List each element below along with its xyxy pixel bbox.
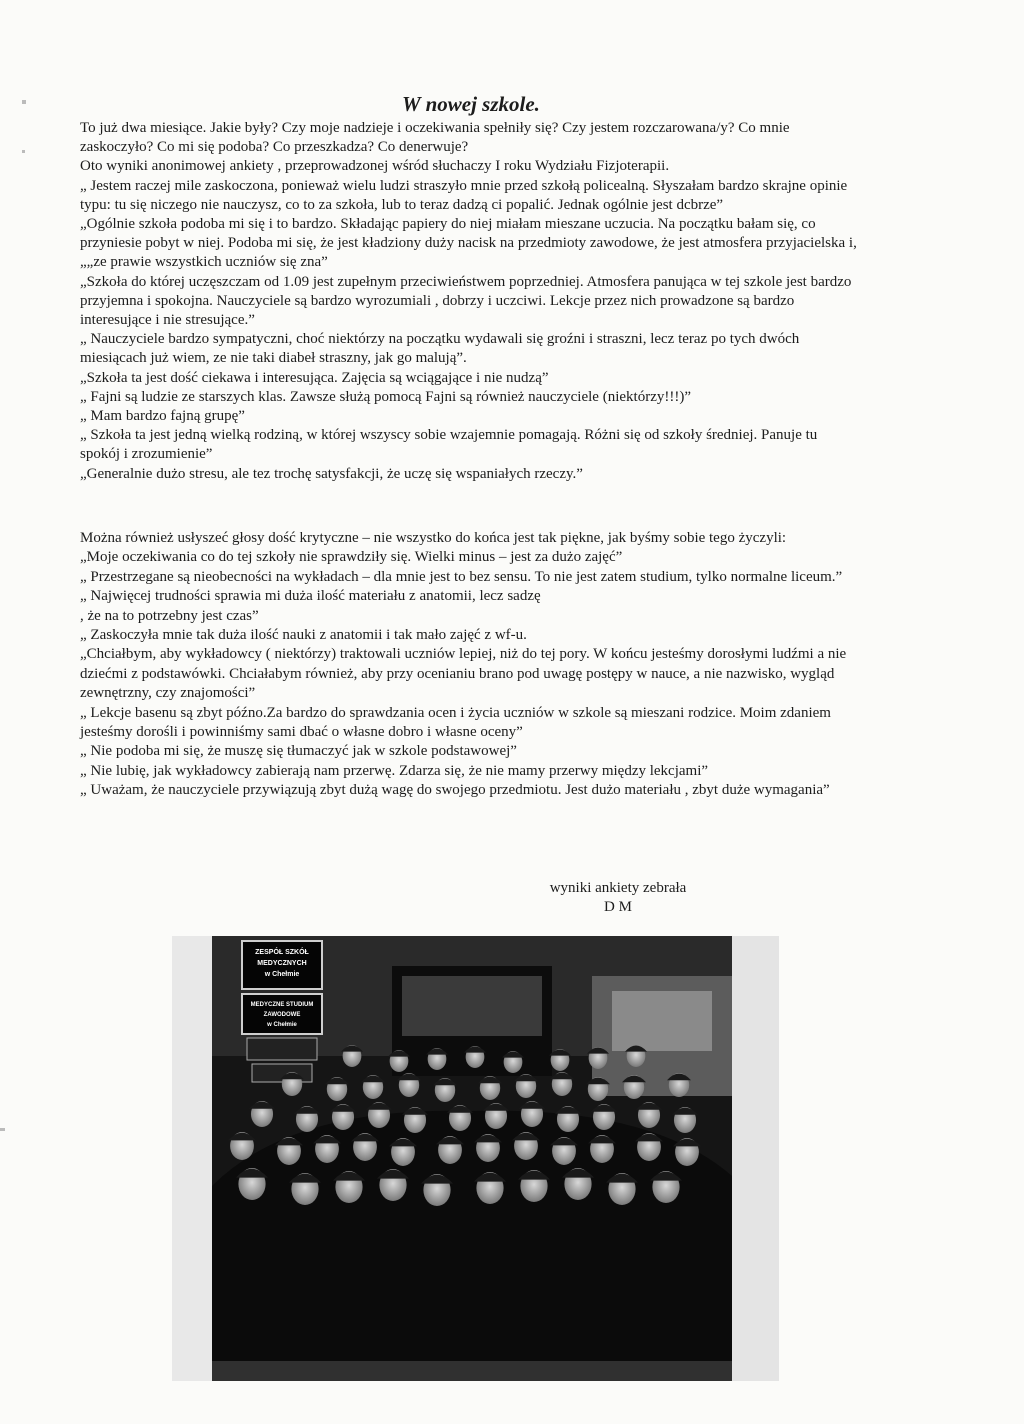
sign-text: ZESPÓŁ SZKÓŁ — [255, 949, 309, 956]
quote-paragraph: „ Fajni są ludzie ze starszych klas. Zawsze służą pomocą Fajni są również nauczyciele (niektórzy!!!)” — [80, 388, 691, 405]
paragraph: To już dwa miesiące. Jakie były? Czy moje nadzieje i oczekiwania spełniły się? Czy jestem rozczarowana/y? Co mnie zaskoczyło? Co mi się podoba? Co przeszkadza? Co denerwuje? — [80, 120, 790, 156]
group-photo — [172, 936, 779, 1381]
scan-artifact — [22, 150, 25, 153]
quote-paragraph: , że na to potrzebny jest czas” — [80, 607, 259, 624]
quote-paragraph: „ Nie podoba mi się, że muszę się tłumaczyć jak w szkole podstawowej” — [80, 743, 517, 760]
sign-text: MEDYCZNE STUDIUM — [250, 1002, 314, 1008]
quote-paragraph: „ Przestrzegane są nieobecności na wykładach – dla mnie jest to bez sensu. To nie jest zatem studium, tylko normalne liceum.” — [80, 568, 843, 585]
group-photo-image — [172, 936, 779, 1381]
quote-paragraph: „ Uważam, że nauczyciele przywiązują zbyt dużą wagę do swojego przedmiotu. Jest dużo materiału , zbyt duże wymagania” — [80, 782, 830, 799]
quote-paragraph: „Chciałbym, aby wykładowcy ( niektórzy) traktowali uczniów lepiej, niż do tej pory. W końcu jesteśmy dorosłymi ludźmi a nie dziećmi z podstawówki. Chciałabym również, aby przy ocenianiu brano pod uwagę postępy w nauce, a nie nazwisko, wygląd zewnętrzny, czy znajomości” — [80, 646, 847, 702]
paragraph: Można również usłyszeć głosy dość krytyczne – nie wszystko do końca jest tak piękne, jak byśmy sobie tego życzyli: — [80, 530, 787, 546]
sign-text: ZAWODOWE — [263, 1012, 301, 1018]
quote-paragraph: „Szkoła ta jest dość ciekawa i interesująca. Zajęcia są wciągające i nie nudzą” — [80, 369, 549, 386]
quote-paragraph: „Szkoła do której uczęszczam od 1.09 jest zupełnym przeciwieństwem poprzedniej. Atmosfera panująca w tej szkole jest bardzo przyjemna i spokojna. Nauczyciele są bardzo wyrozumiali , dobrzy i uczciwi. Lekcje przez nich prowadzone są bardzo interesujące i nie stresujące.” — [80, 273, 852, 329]
quote-paragraph: „ Mam bardzo fajną grupę” — [80, 408, 245, 425]
quote-paragraph: „ Nie lubię, jak wykładowcy zabierają nam przerwę. Zdarza się, że nie mamy przerwy między lekcjami” — [80, 762, 709, 779]
quote-paragraph: „ Nauczyciele bardzo sympatyczni, choć niektórzy na początku wydawali się groźni i straszni, lecz teraz po tych dwóch miesiącach już wiem, ze nie taki diabeł straszny, jak go malują”. — [80, 331, 800, 367]
sign-text: w Chełmie — [264, 971, 300, 978]
quote-paragraph: „Moje oczekiwania co do tej szkoły nie sprawdziły się. Wielki minus – jest za dużo zajęć” — [80, 549, 623, 566]
page-title: W nowej szkole. — [402, 92, 540, 116]
sign-text: MEDYCZNYCH — [257, 960, 307, 967]
quote-paragraph: „ Zaskoczyła mnie tak duża ilość nauki z anatomii i tak mało zajęć z wf-u. — [80, 627, 527, 644]
survey-critical-section — [80, 529, 860, 801]
sign-text: w Chełmie — [267, 1022, 297, 1028]
signature-line: wyniki ankiety zebrała — [549, 880, 687, 896]
quote-paragraph: „ Lekcje basenu są zbyt późno.Za bardzo do sprawdzania ocen i życia uczniów w szkole są mieszani rodzice. Moim zdaniem jesteśmy dorośli i powinniśmy sami dbać o własne dobro i własne oceny” — [80, 704, 831, 741]
quote-paragraph: „ Szkoła ta jest jedną wielką rodziną, w której wszyscy sobie wzajemnie pomagają. Różni się od szkoły średniej. Panuje tu spokój i zrozumienie” — [80, 427, 818, 463]
quote-paragraph: „ Jestem raczej mile zaskoczona, ponieważ wielu ludzi straszyło mnie przed szkołą policealną. Słyszałam bardzo skrajne opinie typu: tu się niczego nie nauczysz, co to za szkoła, lub to teraz dadzą ci popalić. Jednak ogólnie jest dcbrze” — [80, 177, 848, 213]
quote-paragraph: „Ogólnie szkoła podoba mi się i to bardzo. Składając papiery do niej miałam mieszane uczucia. Na początku bałam się, co przyniesie pobyt w niej. Podoba mi się, że jest kładziony duży nacisk na przedmioty zawodowe, że jest atmosfera przyjacielska i, „„ze prawie wszystkich uczniów się zna” — [80, 216, 857, 271]
quote-paragraph: „ Najwięcej trudności sprawia mi duża ilość materiału z anatomii, lecz sadzę — [80, 588, 541, 605]
survey-positive-section — [80, 119, 860, 484]
signature-initials: D M — [604, 899, 632, 915]
scan-artifact — [22, 100, 26, 104]
paragraph: Oto wyniki anonimowej ankiety , przeprowadzonej wśród słuchaczy I roku Wydziału Fizjoterapii. — [80, 158, 670, 175]
signature — [532, 879, 704, 917]
scan-artifact — [0, 1128, 5, 1131]
quote-paragraph: „Generalnie dużo stresu, ale tez trochę satysfakcji, że uczę się wspaniałych rzeczy.” — [80, 465, 583, 482]
